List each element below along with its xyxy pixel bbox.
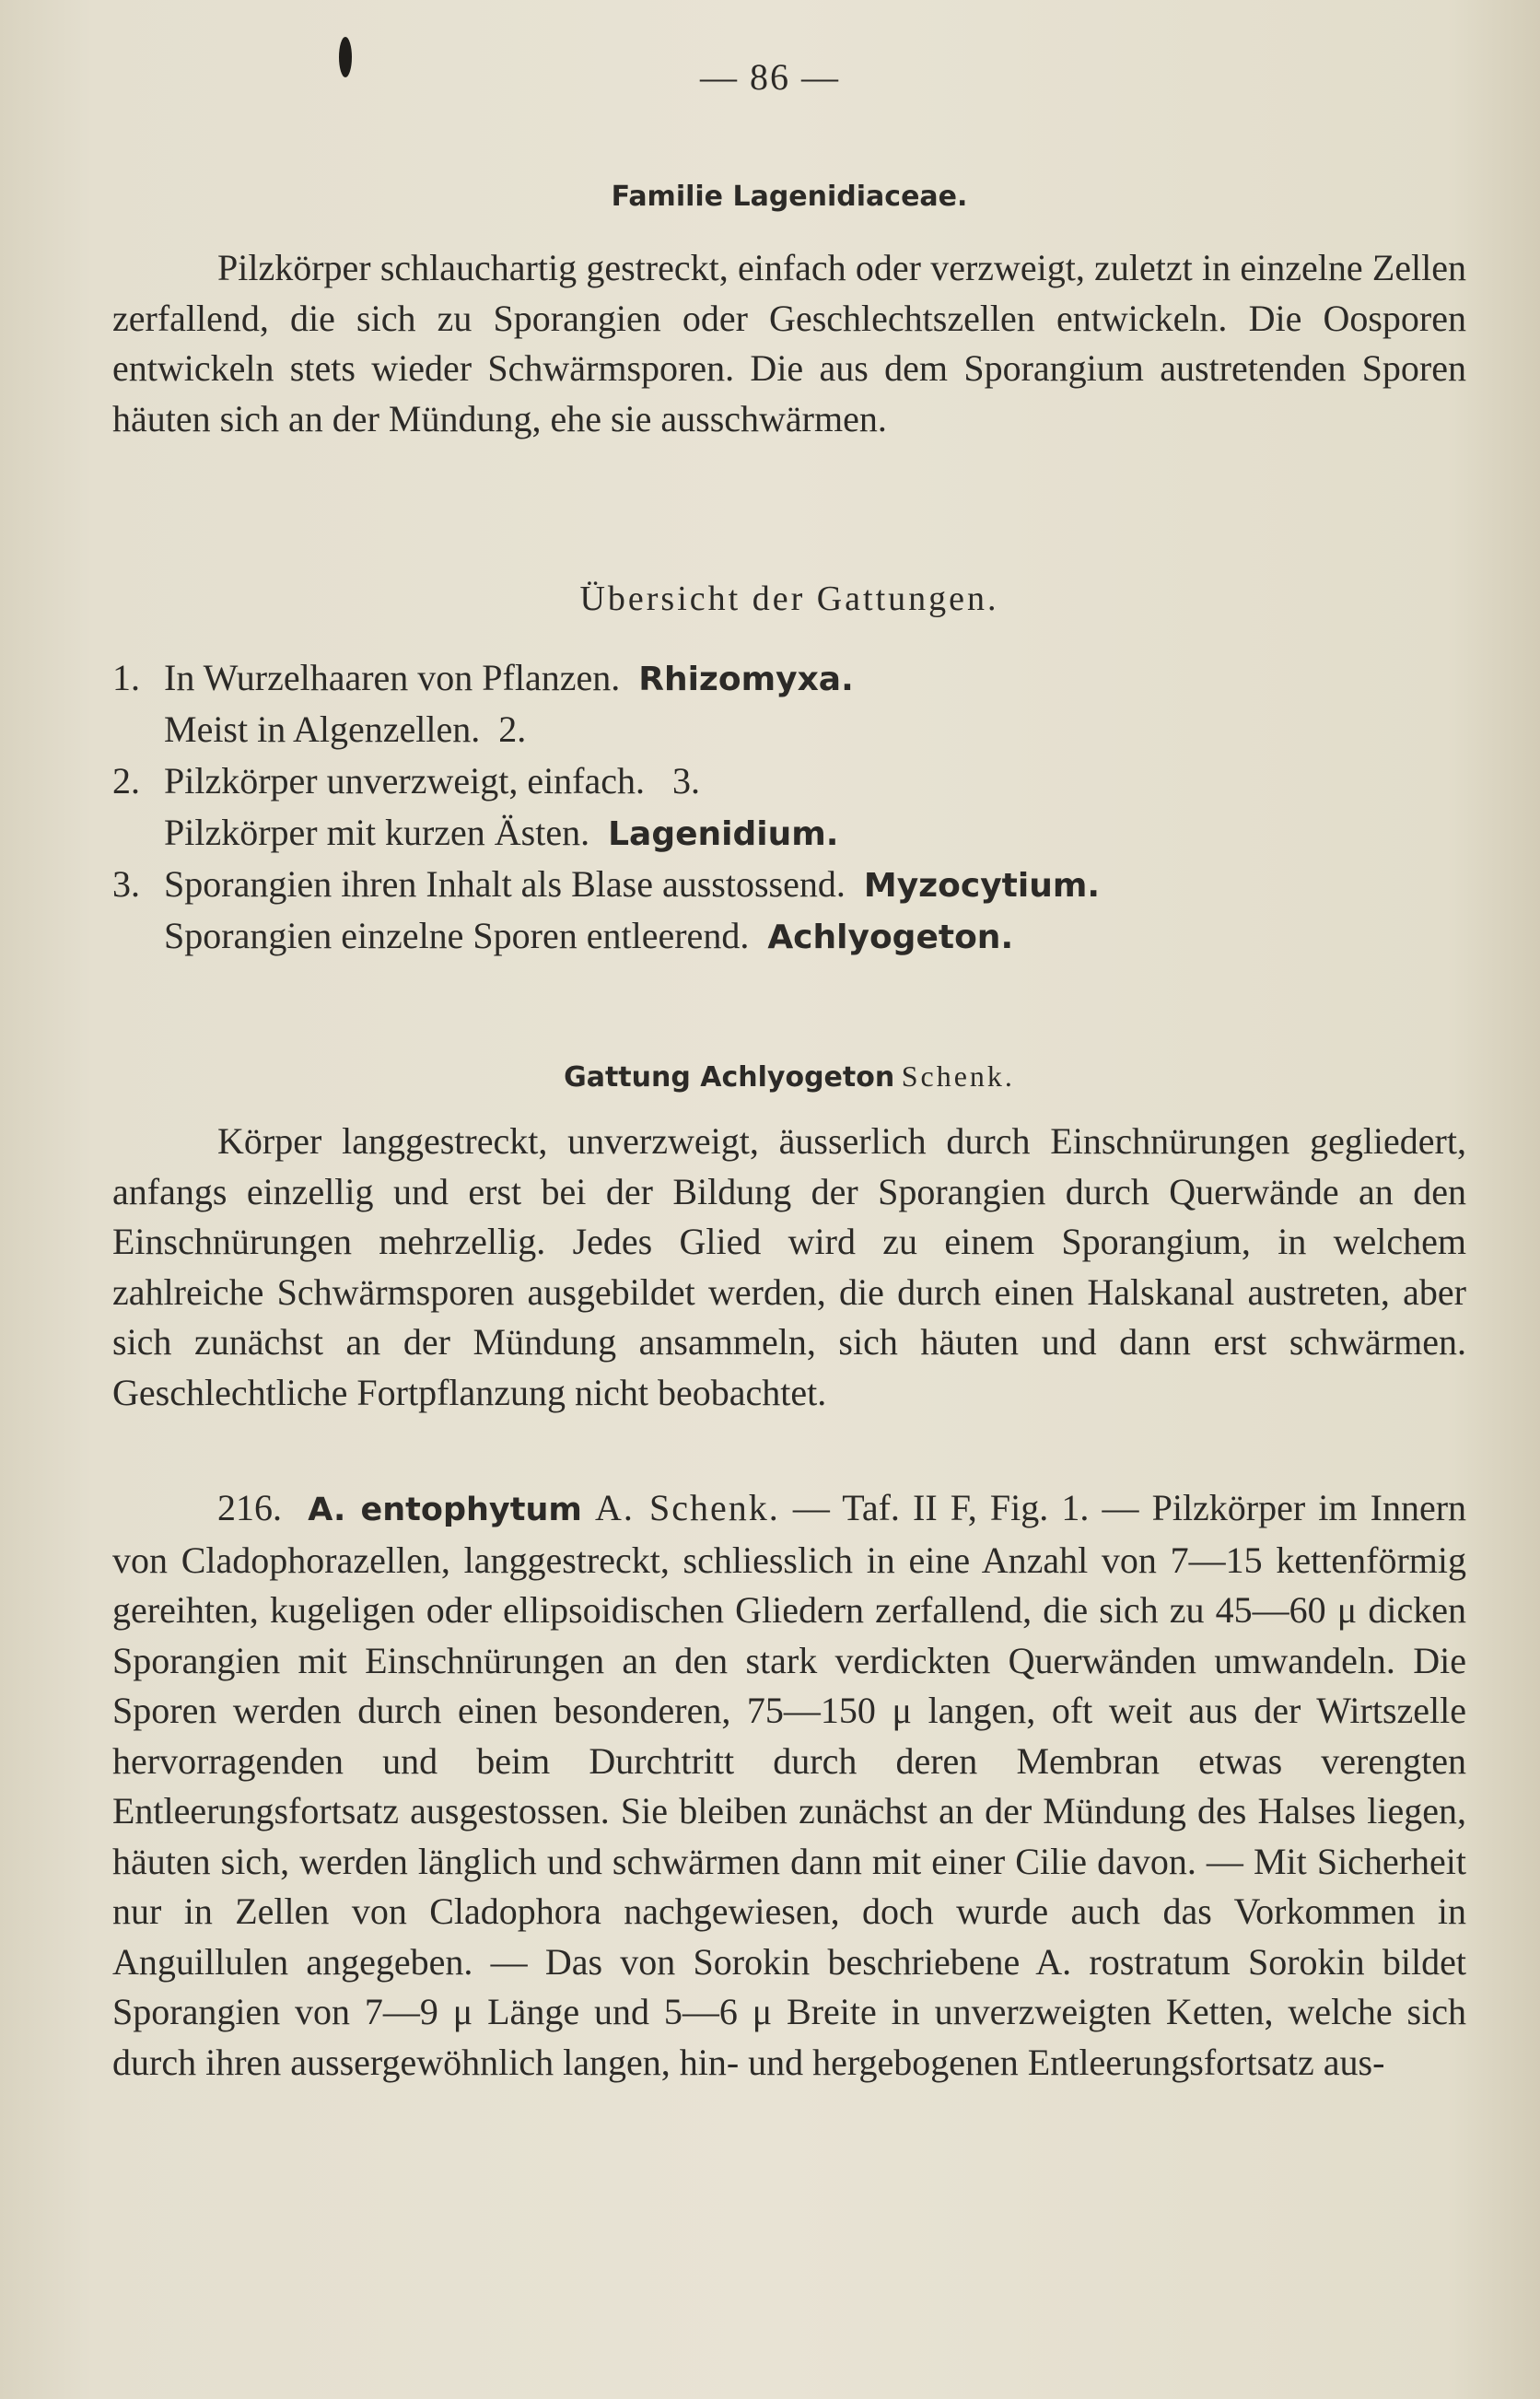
page-number: — 86 — [700,56,840,98]
genus-heading [112,1059,1466,1094]
key-step-target: 3. [672,760,701,802]
key-number: 1. [112,657,140,698]
key-row-2 [112,708,526,751]
species-plate-reference: — Taf. II F, Fig. 1. — [792,1487,1139,1528]
key-text: Sporangien ihren Inhalt als Blase ausstossend. [164,863,846,905]
key-title: Übersicht der Gattungen. [579,579,999,618]
key-row-4 [112,811,838,854]
key-step-target: 2. [498,708,527,750]
key-row-6 [112,914,1013,957]
key-text: In Wurzelhaaren von Pflanzen. [164,657,621,698]
genus-heading-name: Gattung Achlyogeton [564,1061,895,1094]
species-entry [112,1483,1466,2088]
family-heading: Familie Lagenidiaceae. [611,181,968,213]
genus-heading-author: Schenk. [901,1059,1015,1093]
genus-description: Körper langgestreckt, unverzweigt, äusserlich durch Einschnürungen gegliedert, anfangs einzellig und erst bei der Bildung der Sporangien durch Querwände an den Einschnürungen mehrzellig. Jedes Glied wird zu einem Sporangium, in welchem zahlreiche Schwärmsporen ausgebildet werden, die durch einen Halskanal austreten, aber sich zunächst an der Mündung ansammeln, sich häuten und dann erst schwärmen. Geschlechtliche Fortpflanzung nicht beobachtet. [112,1120,1466,1413]
key-genus-target: Achlyogeton. [767,919,1014,956]
key-text: Sporangien einzelne Sporen entleerend. [164,915,750,956]
key-text: Pilzkörper mit kurzen Ästen. [164,812,590,853]
key-number: 2. [112,760,140,802]
species-name: A. entophytum [308,1492,582,1528]
species-author: A. Schenk. [594,1487,780,1528]
key-row-5 [112,862,1100,906]
key-text: Meist in Algenzellen. [164,708,481,750]
key-row-1 [112,656,854,699]
key-genus-target: Myzocytium. [863,867,1101,905]
key-number: 3. [112,863,140,905]
key-row-3 [112,759,700,802]
key-text: Pilzkörper unverzweigt, einfach. [164,760,646,802]
key-genus-target: Rhizomyxa. [638,661,854,698]
key-genus-target: Lagenidium. [608,815,839,853]
species-description: Pilzkörper im Innern von Cladophorazellen, langgestreckt, schliesslich in eine Anzahl von 7—15 kettenförmig gereihten, kugeligen oder ellipsoidischen Gliedern zerfallend, die sich zu 45—60 μ dicken Sporangien mit Einschnürungen an den stark verdickten Querwänden umwandeln. Die Sporen werden durch einen besonderen, 75—150 μ langen, oft weit aus der Wirtszelle hervorragenden und beim Durchtritt durch deren Membran etwas verengten Entleerungsfortsatz ausgestossen. Sie bleiben zunächst an der Mündung des Halses liegen, häuten sich, werden länglich und schwärmen dann mit einer Cilie davon. — Mit Sicherheit nur in Zellen von Cladophora nachgewiesen, doch wurde auch das Vorkommen in Anguillulen angegeben. — Das von Sorokin beschriebene A. rostratum Sorokin bildet Sporangien von 7—9 μ Länge und 5—6 μ Breite in unverzweigten Ketten, welche sich durch ihren aussergewöhnlich langen, hin- und hergebogenen Entleerungsfortsatz aus- [112,1487,1467,2083]
species-number: 216. [217,1487,282,1528]
family-description: Pilzkörper schlauchartig gestreckt, einfach oder verzweigt, zuletzt in einzelne Zellen zerfallend, die sich zu Sporangien oder Geschlechtszellen entwickeln. Die Oosporen entwickeln stets wieder Schwärmsporen. Die aus dem Sporangium austretenden Sporen häuten sich an der Mündung, ehe sie ausschwärmen. [112,247,1466,439]
